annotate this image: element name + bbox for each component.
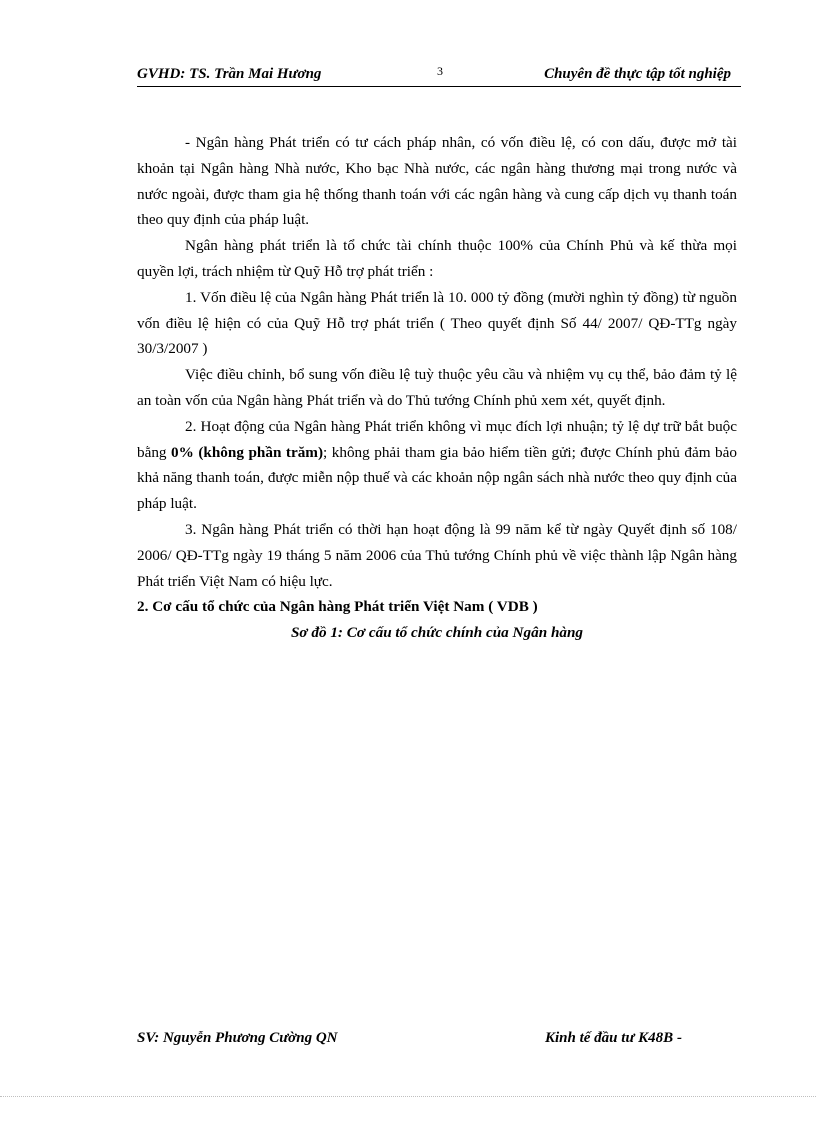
header-document-type: Chuyên đề thực tập tốt nghiệp (544, 66, 731, 82)
paragraph-non-profit (137, 414, 737, 517)
document-body (137, 130, 737, 646)
header-advisor: GVHD: TS. Trần Mai Hương (137, 66, 322, 82)
page-number: 3 (437, 64, 443, 78)
section-heading: 2. Cơ cấu tổ chức của Ngân hàng Phát triển Việt Nam ( VDB ) (137, 598, 538, 616)
paragraph-capital-adjustment: Việc điều chỉnh, bổ sung vốn điều lệ tuỳ thuộc yêu cầu và nhiệm vụ cụ thể, bảo đảm tỷ lệ an toàn vốn của Ngân hàng Phát triển và do Thủ tướng Chính phủ xem xét, quyết định. (137, 366, 737, 409)
paragraph-non-profit-part1: 2. Hoạt động của Ngân hàng Phát triển không vì mục đích lợi nhuận; tỷ lệ dự trữ bắt buộc bằng (137, 417, 737, 461)
page-header (137, 64, 741, 87)
page-bottom-divider (0, 1096, 816, 1097)
paragraph-charter-capital: 1. Vốn điều lệ của Ngân hàng Phát triển là 10. 000 tỷ đồng (mười nghìn tỷ đồng) từ nguồn vốn điều lệ hiện có của Quỹ Hỗ trợ phát triển ( Theo quyết định Số 44/ 2007/ QĐ-TTg ngày 30/3/2007 ) (137, 288, 737, 358)
footer-student: SV: Nguyễn Phương Cường QN (137, 1030, 338, 1046)
paragraph-ownership: Ngân hàng phát triển là tổ chức tài chính thuộc 100% của Chính Phủ và kế thừa mọi quyền lợi, trách nhiệm từ Quỹ Hỗ trợ phát triển : (137, 237, 737, 280)
diagram-caption: Sơ đồ 1: Cơ cấu tổ chức chính của Ngân hàng (290, 624, 584, 642)
reserve-ratio-emphasis: 0% (không phần trăm) (171, 443, 324, 461)
paragraph-operating-term: 3. Ngân hàng Phát triển có thời hạn hoạt động là 99 năm kể từ ngày Quyết định số 108/ 2006/ QĐ-TTg ngày 19 tháng 5 năm 2006 của Thủ tướng Chính phủ về việc thành lập Ngân hàng Phát triển Việt Nam có hiệu lực. (137, 520, 737, 590)
paragraph-non-profit-part2: ; không phải tham gia bảo hiểm tiền gửi; được Chính phủ đảm bảo khả năng thanh toán, được miễn nộp thuế và các khoản nộp ngân sách nhà nước theo quy định của pháp luật. (137, 443, 737, 513)
paragraph-legal-status: - Ngân hàng Phát triển có tư cách pháp nhân, có vốn điều lệ, có con dấu, được mở tài khoản tại Ngân hàng Nhà nước, Kho bạc Nhà nước, các ngân hàng thương mại trong nước và nước ngoài, được tham gia hệ thống thanh toán với các ngân hàng và cung cấp dịch vụ thanh toán theo quy định của pháp luật. (137, 134, 737, 229)
footer-class: Kinh tế đầu tư K48B - (545, 1030, 682, 1046)
